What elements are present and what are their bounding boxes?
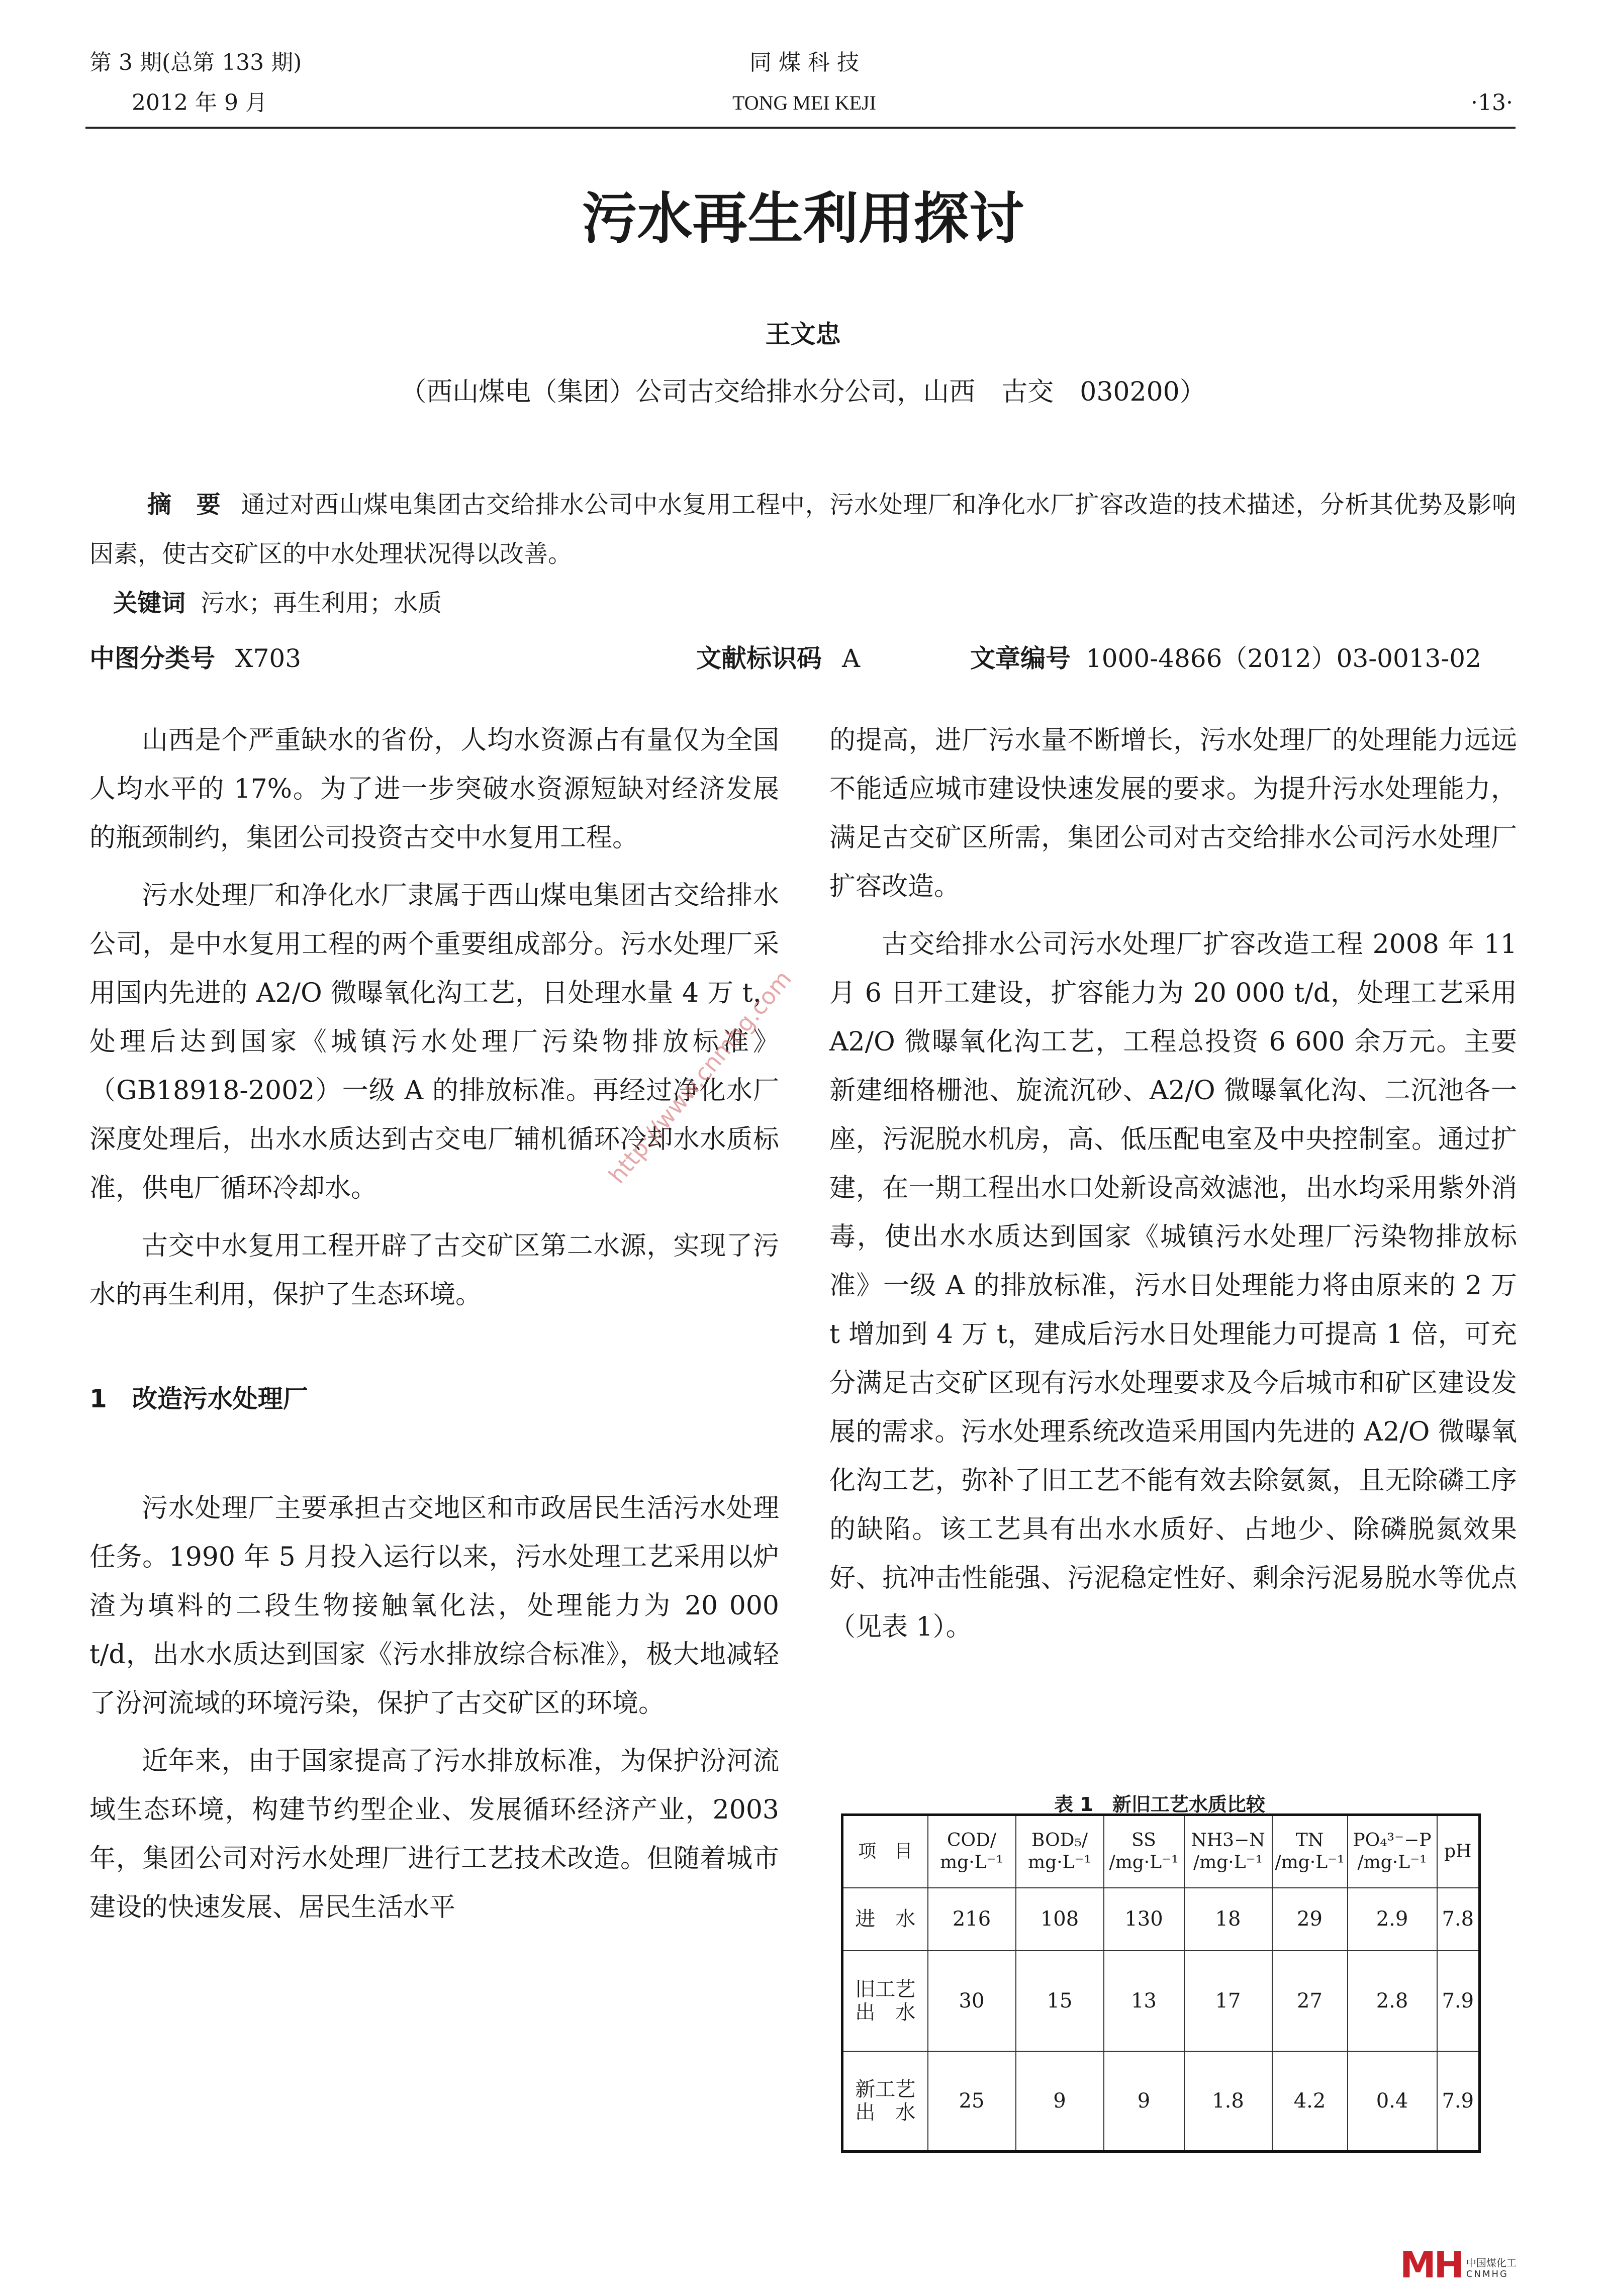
section-heading: 1 改造污水处理厂: [89, 1384, 308, 1413]
table-cell: 15: [1016, 1951, 1104, 2051]
table-caption: 表 1 新旧工艺水质比较: [1054, 1793, 1265, 1815]
table-cell: 进 水: [842, 1888, 928, 1951]
page-number: ·13·: [1471, 90, 1513, 116]
logo-mark: MH: [1400, 2244, 1462, 2286]
left-column: [89, 716, 779, 1932]
table-cell: 9: [1104, 2051, 1184, 2152]
article-value: 1000-4866（2012）03-0013-02: [1086, 644, 1481, 673]
journal-name-en: TONG MEI KEJI: [732, 91, 876, 114]
keywords-text: 污水；再生利用；水质: [201, 589, 442, 617]
table-cell: 25: [928, 2051, 1016, 2152]
abstract-label: 摘 要: [147, 491, 221, 519]
author: 王文忠: [765, 320, 841, 349]
document-code: [696, 638, 860, 679]
table-cell: 0.4: [1348, 2051, 1437, 2152]
keywords: [113, 583, 442, 623]
paragraph: 山西是个严重缺水的省份，人均水资源占有量仅为全国人均水平的 17%。为了进一步突破水资源短缺对经济发展的瓶颈制约，集团公司投资古交中水复用工程。: [89, 725, 779, 853]
table-cell: 新工艺 出 水: [842, 2051, 928, 2152]
logo-text-en: CNMHG: [1466, 2269, 1508, 2279]
table-cell: 13: [1104, 1951, 1184, 2051]
affiliation: （西山煤电（集团）公司古交给排水分公司，山西 古交 030200）: [400, 377, 1206, 407]
paragraph: 古交中水复用工程开辟了古交矿区第二水源，实现了污水的再生利用，保护了生态环境。: [89, 1231, 779, 1310]
issue-number: 第 3 期(总第 133 期): [89, 50, 302, 75]
table-row: [842, 1888, 1480, 1951]
article-number: [970, 638, 1481, 679]
table-cell: 130: [1104, 1888, 1184, 1951]
table-cell: 216: [928, 1888, 1016, 1951]
table-row: [842, 1951, 1480, 2051]
paragraph: 污水处理厂主要承担古交地区和市政居民生活污水处理任务。1990 年 5 月投入运行以来，污水处理工艺采用以炉渣为填料的二段生物接触氧化法，处理能力为 20 000 t/d，出水水质达到国家《污水排放综合标准》，极大地减轻了汾河流域的环境污染，保护了古交矿区的环境。: [89, 1493, 779, 1718]
class-value: X703: [235, 644, 302, 673]
paragraph: 近年来，由于国家提高了污水排放标准，为保护汾河流域生态环境，构建节约型企业、发展循环经济产业，2003 年，集团公司对污水处理厂进行工艺技术改造。但随着城市建设的快速发展、居民生活水平: [89, 1746, 779, 1923]
table-cell: 18: [1184, 1888, 1272, 1951]
paragraph: 古交给排水公司污水处理厂扩容改造工程 2008 年 11 月 6 日开工建设，扩容能力为 20 000 t/d，处理工艺采用 A2/O 微曝氧化沟工艺，工程总投资 6 600 余万元。主要新建细格栅池、旋流沉砂、A2/O 微曝氧化沟、二沉池各一座，污泥脱水机房，高、低压配电室及中央控制室。通过扩建，在一期工程出水口处新设高效滤池，出水均采用紫外消毒，使出水水质达到国家《城镇污水处理厂污染物排放标准》一级 A 的排放标准，污水日处理能力将由原来的 2 万 t 增加到 4 万 t，建成后污水日处理能力可提高 1 倍，可充分满足古交矿区现有污水处理要求及今后城市和矿区建设发展的需求。污水处理系统改造采用国内先进的 A2/O 微曝氧化沟工艺，弥补了旧工艺不能有效去除氨氮，且无除磷工序的缺陷。该工艺具有出水水质好、占地少、除磷脱氮效果好、抗冲击性能强、污泥稳定性好、剩余污泥易脱水等优点（见表 1）。: [829, 929, 1517, 1642]
doc-value: A: [842, 644, 861, 673]
paragraph: 污水处理厂和净化水厂隶属于西山煤电集团古交给排水公司，是中水复用工程的两个重要组成部分。污水处理厂采用国内先进的 A2/O 微曝氧化沟工艺，日处理水量 4 万 t，处理后达到国家《城镇污水处理厂污染物排放标准》（GB18918-2002）一级 A 的排放标准。再经过净化水厂深度处理后，出水水质达到古交电厂辅机循环冷却水水质标准，供电厂循环冷却水。: [89, 881, 779, 1203]
class-label: 中图分类号: [89, 644, 215, 673]
table-cell: 108: [1016, 1888, 1104, 1951]
table-cell: 7.9: [1437, 2051, 1480, 2152]
table-header-cell: PO₄³⁻−P /mg·L⁻¹: [1348, 1815, 1437, 1888]
table-cell: 2.8: [1348, 1951, 1437, 2051]
table-header-cell: COD/ mg·L⁻¹: [928, 1815, 1016, 1888]
paragraph: 的提高，进厂污水量不断增长，污水处理厂的处理能力远远不能适应城市建设快速发展的要求。为提升污水处理能力，满足古交矿区所需，集团公司对古交给排水公司污水处理厂扩容改造。: [829, 725, 1517, 902]
table-cell: 29: [1272, 1888, 1348, 1951]
abstract: [89, 480, 1516, 579]
table-header-cell: TN /mg·L⁻¹: [1272, 1815, 1348, 1888]
issue-date: 2012 年 9 月: [132, 90, 267, 116]
doc-label: 文献标识码: [696, 644, 822, 673]
keywords-label: 关键词: [113, 589, 186, 617]
cnmhg-logo: [1400, 2244, 1517, 2286]
table-cell: 1.8: [1184, 2051, 1272, 2152]
table-cell: 2.9: [1348, 1888, 1437, 1951]
header-rule: [85, 127, 1516, 129]
table-cell: 17: [1184, 1951, 1272, 2051]
right-column: [829, 716, 1517, 1652]
table-cell: 7.8: [1437, 1888, 1480, 1951]
table-cell: 7.9: [1437, 1951, 1480, 2051]
table-cell: 旧工艺 出 水: [842, 1951, 928, 2051]
abstract-text: 通过对西山煤电集团古交给排水公司中水复用工程中，污水处理厂和净化水厂扩容改造的技术描述，分析其优势及影响因素，使古交矿区的中水处理状况得以改善。: [89, 491, 1516, 568]
watermark: http://www.cnmhg.com: [603, 965, 797, 1189]
table-cell: 4.2: [1272, 2051, 1348, 2152]
table-cell: 9: [1016, 2051, 1104, 2152]
table-header-cell: 项 目: [842, 1815, 928, 1888]
table-header-row: [842, 1815, 1480, 1888]
table-cell: 30: [928, 1951, 1016, 2051]
classification: [89, 638, 301, 679]
table-cell: 27: [1272, 1951, 1348, 2051]
table-header-cell: pH: [1437, 1815, 1480, 1888]
article-label: 文章编号: [970, 644, 1071, 673]
table-header-cell: SS /mg·L⁻¹: [1104, 1815, 1184, 1888]
journal-name-cn: 同 煤 科 技: [749, 50, 859, 75]
water-quality-table: [841, 1813, 1481, 2153]
article-title: 污水再生利用探讨: [582, 186, 1024, 251]
table-header-cell: BOD₅/ mg·L⁻¹: [1016, 1815, 1104, 1888]
table-row: [842, 2051, 1480, 2152]
logo-text-cn: 中国煤化工: [1466, 2257, 1517, 2269]
table-header-cell: NH3−N /mg·L⁻¹: [1184, 1815, 1272, 1888]
